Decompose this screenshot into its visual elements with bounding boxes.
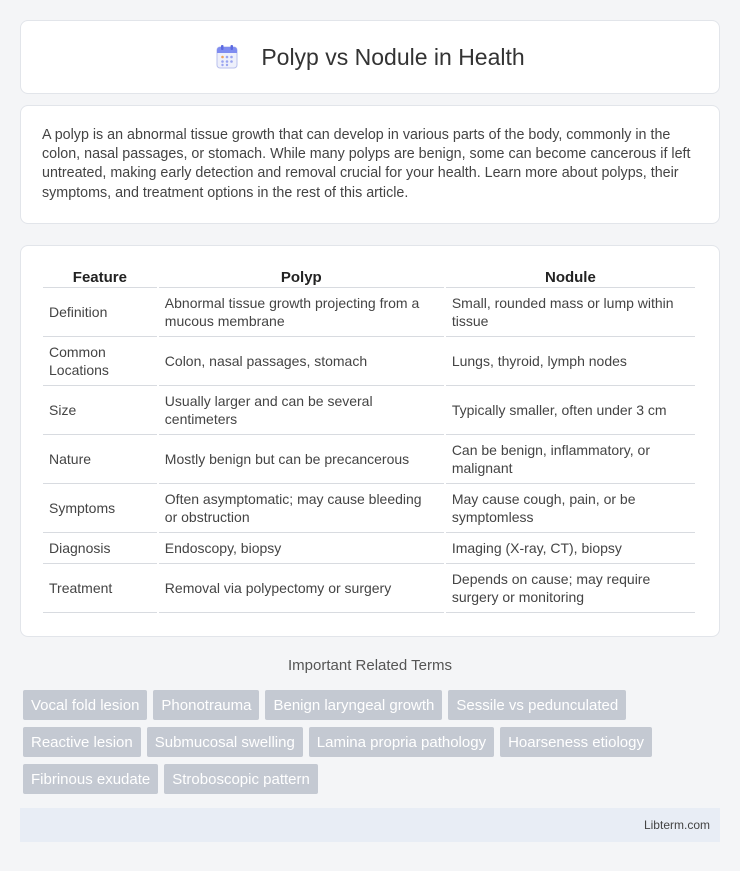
- polyp-cell: Colon, nasal passages, stomach: [159, 337, 444, 386]
- table-row: [43, 337, 695, 386]
- header-polyp: Polyp: [159, 268, 444, 288]
- feature-cell: Nature: [43, 435, 157, 484]
- intro-paragraph: A polyp is an abnormal tissue growth that can develop in various parts of the body, commonly in the colon, nasal passages, or stomach. While many polyps are benign, some can become cancerous if left untreated, making early detection and removal crucial for your health. Learn more about polyps, their symptoms, and treatment options in the rest of this article.: [42, 127, 691, 201]
- term-tag[interactable]: Stroboscopic pattern: [164, 764, 318, 794]
- header-feature: Feature: [43, 268, 157, 288]
- feature-cell: Size: [43, 386, 157, 435]
- term-tag[interactable]: Sessile vs pedunculated: [448, 690, 626, 720]
- nodule-cell: Imaging (X-ray, CT), biopsy: [446, 533, 695, 564]
- feature-cell: Treatment: [43, 564, 157, 613]
- feature-cell: Common Locations: [43, 337, 157, 386]
- table-row: [43, 484, 695, 533]
- footer: [20, 808, 720, 842]
- header-card: [20, 20, 720, 94]
- term-tag[interactable]: Benign laryngeal growth: [265, 690, 442, 720]
- nodule-cell: Can be benign, inflammatory, or malignant: [446, 435, 695, 484]
- term-tag[interactable]: Hoarseness etiology: [500, 727, 652, 757]
- feature-cell: Diagnosis: [43, 533, 157, 564]
- term-tag[interactable]: Reactive lesion: [23, 727, 141, 757]
- term-tag[interactable]: Vocal fold lesion: [23, 690, 147, 720]
- document-calendar-icon: [215, 44, 239, 70]
- polyp-cell: Removal via polypectomy or surgery: [159, 564, 444, 613]
- table-row: [43, 288, 695, 337]
- comparison-table: [41, 268, 697, 613]
- nodule-cell: Typically smaller, often under 3 cm: [446, 386, 695, 435]
- nodule-cell: Lungs, thyroid, lymph nodes: [446, 337, 695, 386]
- intro-card: [20, 105, 720, 224]
- term-tag[interactable]: Lamina propria pathology: [309, 727, 494, 757]
- polyp-cell: Abnormal tissue growth projecting from a mucous membrane: [159, 288, 444, 337]
- term-tag[interactable]: Submucosal swelling: [147, 727, 303, 757]
- title-wrap: [215, 44, 524, 71]
- term-tag[interactable]: Fibrinous exudate: [23, 764, 158, 794]
- nodule-cell: May cause cough, pain, or be symptomless: [446, 484, 695, 533]
- nodule-cell: Depends on cause; may require surgery or monitoring: [446, 564, 695, 613]
- page-title: Polyp vs Nodule in Health: [261, 43, 525, 70]
- polyp-cell: Mostly benign but can be precancerous: [159, 435, 444, 484]
- table-row: [43, 533, 695, 564]
- related-terms-list: [23, 690, 720, 794]
- polyp-cell: Endoscopy, biopsy: [159, 533, 444, 564]
- table-row: [43, 564, 695, 613]
- nodule-cell: Small, rounded mass or lump within tissue: [446, 288, 695, 337]
- table-row: [43, 386, 695, 435]
- term-tag[interactable]: Phonotrauma: [153, 690, 259, 720]
- table-header-row: [43, 268, 695, 288]
- polyp-cell: Usually larger and can be several centimeters: [159, 386, 444, 435]
- feature-cell: Definition: [43, 288, 157, 337]
- feature-cell: Symptoms: [43, 484, 157, 533]
- related-terms-heading: Important Related Terms: [288, 657, 452, 674]
- footer-site-link[interactable]: Libterm.com: [643, 818, 710, 832]
- table-row: [43, 435, 695, 484]
- polyp-cell: Often asymptomatic; may cause bleeding or obstruction: [159, 484, 444, 533]
- header-nodule: Nodule: [446, 268, 695, 288]
- comparison-table-card: [20, 245, 720, 637]
